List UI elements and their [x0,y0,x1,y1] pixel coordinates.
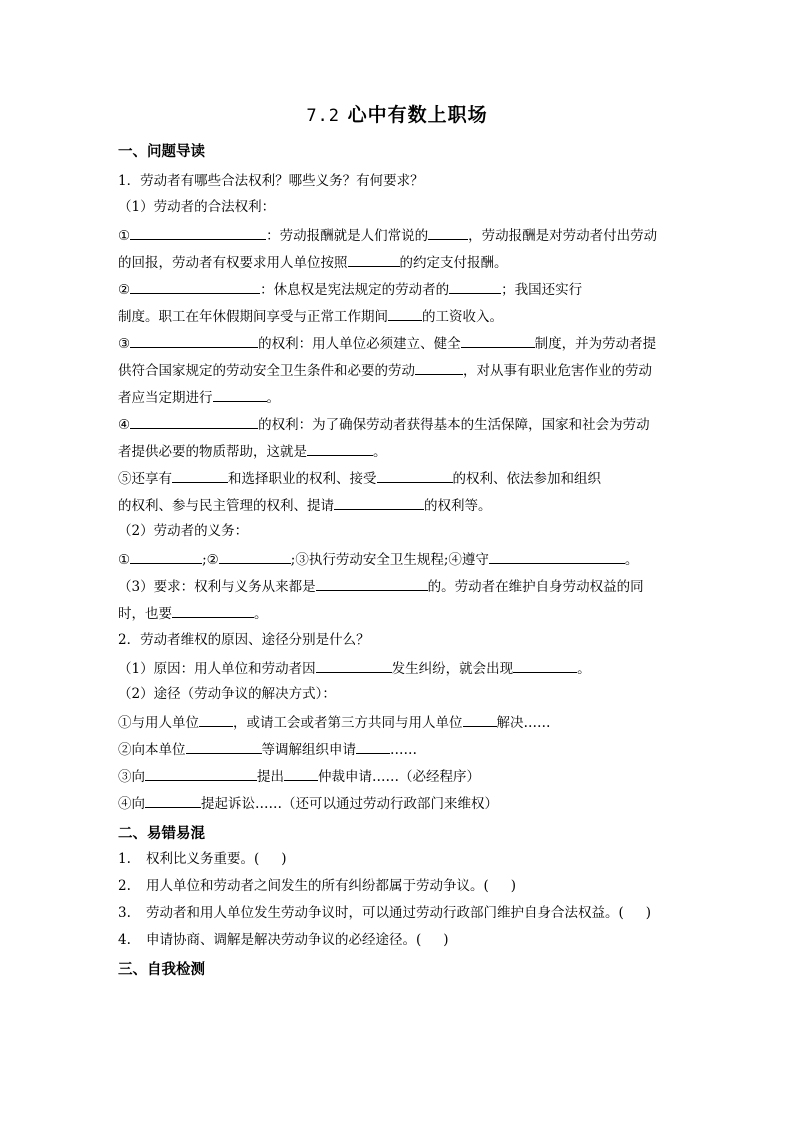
fill-blank[interactable] [513,658,577,673]
fill-blank[interactable] [186,739,262,754]
judgement-item-4: 4. 申请协商、调解是解决劳动争议的必经途径。( ) [118,932,449,948]
fill-blank[interactable] [449,279,501,294]
fill-blank[interactable] [199,712,233,727]
section-heading-guide: 一、问题导读 [118,143,205,160]
way-2: ②向本单位 等调解组织申请 …… [118,739,417,759]
way-1: ①与用人单位 ，或请工会或者第三方共同与用人单位 解决…… [118,712,551,732]
way-4: ④向 提起诉讼……（还可以通过劳动行政部门来维权） [118,793,498,813]
fill-blank[interactable] [145,766,257,781]
page-title [0,100,794,127]
section-heading-mistakes: 二、易错易混 [118,825,205,842]
rights-subheading: （1）劳动者的合法权利： [118,199,276,215]
requirement-line-1: （3）要求：权利与义务从来都是 的。劳动者在维护自身劳动权益的同 [118,576,644,596]
right-1-line-1: ① ：劳动报酬就是人们常说的 ，劳动报酬是对劳动者付出劳动 [118,225,657,245]
duties-line: ① ;② ;③执行劳动安全卫生规程;④遵守 。 [118,549,638,569]
fill-blank[interactable] [461,333,535,348]
fill-blank[interactable] [334,495,424,510]
fill-blank[interactable] [219,549,291,564]
fill-blank[interactable] [172,468,228,483]
cause-line: （1）原因：用人单位和劳动者因 发生纠纷，就会出现 。 [118,658,591,678]
fill-blank[interactable] [415,360,463,375]
right-5-line-1: ⑤还享有 和选择职业的权利、接受 的权利、依法参加和组织 [118,468,601,488]
lesson-title: 心中有数上职场 [347,104,488,126]
fill-blank[interactable] [130,333,258,348]
right-4-line-2: 者提供必要的物质帮助，这就是 。 [118,441,387,461]
fill-blank[interactable] [348,252,400,267]
fill-blank[interactable] [172,603,254,618]
right-3-line-2: 供符合国家规定的劳动安全卫生条件和必要的劳动 ，对从事有职业危害作业的劳动 [118,360,652,380]
fill-blank[interactable] [284,766,318,781]
right-1-line-2: 的回报，劳动者有权要求用人单位按照 的约定支付报酬。 [118,252,508,272]
fill-blank[interactable] [213,387,267,402]
fill-blank[interactable] [307,441,373,456]
right-3-line-3: 者应当定期进行 。 [118,387,280,407]
fill-blank[interactable] [377,468,453,483]
right-5-line-2: 的权利、参与民主管理的权利、提请 的权利等。 [118,495,492,515]
fill-blank[interactable] [356,739,390,754]
fill-blank[interactable] [130,225,266,240]
right-4-line-1: ④ 的权利：为了确保劳动者获得基本的生活保障，国家和社会为劳动 [118,414,650,434]
way-3: ③向 提出 仲裁申请……（必经程序） [118,766,480,786]
judgement-item-3: 3. 劳动者和用人单位发生劳动争议时，可以通过劳动行政部门维护自身合法权益。( ) [118,905,652,921]
fill-blank[interactable] [130,414,258,429]
question-1-heading: 1．劳动者有哪些合法权利？哪些义务？有何要求？ [118,173,424,189]
fill-blank[interactable] [388,306,422,321]
requirement-line-2: 时，也要 。 [118,603,268,623]
right-2-line-2: 制度。职工在年休假期间享受与正常工作期间 的工资收入。 [118,306,503,326]
judgement-item-2: 2. 用人单位和劳动者之间发生的所有纠纷都属于劳动争议。( ) [118,878,517,894]
ways-subheading: （2）途径（劳动争议的解决方式）： [118,686,336,702]
right-3-line-1: ③ 的权利：用人单位必须建立、健全 制度，并为劳动者提 [118,333,656,353]
fill-blank[interactable] [130,279,260,294]
fill-blank[interactable] [130,549,202,564]
question-2-heading: 2．劳动者维权的原因、途径分别是什么？ [118,632,370,648]
lesson-number: 7.2 [306,106,341,126]
right-2-line-1: ② ：休息权是宪法规定的劳动者的 ；我国还实行 [118,279,582,299]
fill-blank[interactable] [316,576,428,591]
judgement-item-1: 1. 权利比义务重要。( ) [118,851,287,867]
fill-blank[interactable] [428,225,468,240]
fill-blank[interactable] [463,712,497,727]
fill-blank[interactable] [145,793,201,808]
section-heading-self-test: 三、自我检测 [118,961,205,978]
duties-subheading: （2）劳动者的义务： [118,523,249,539]
fill-blank[interactable] [489,549,625,564]
fill-blank[interactable] [316,658,392,673]
